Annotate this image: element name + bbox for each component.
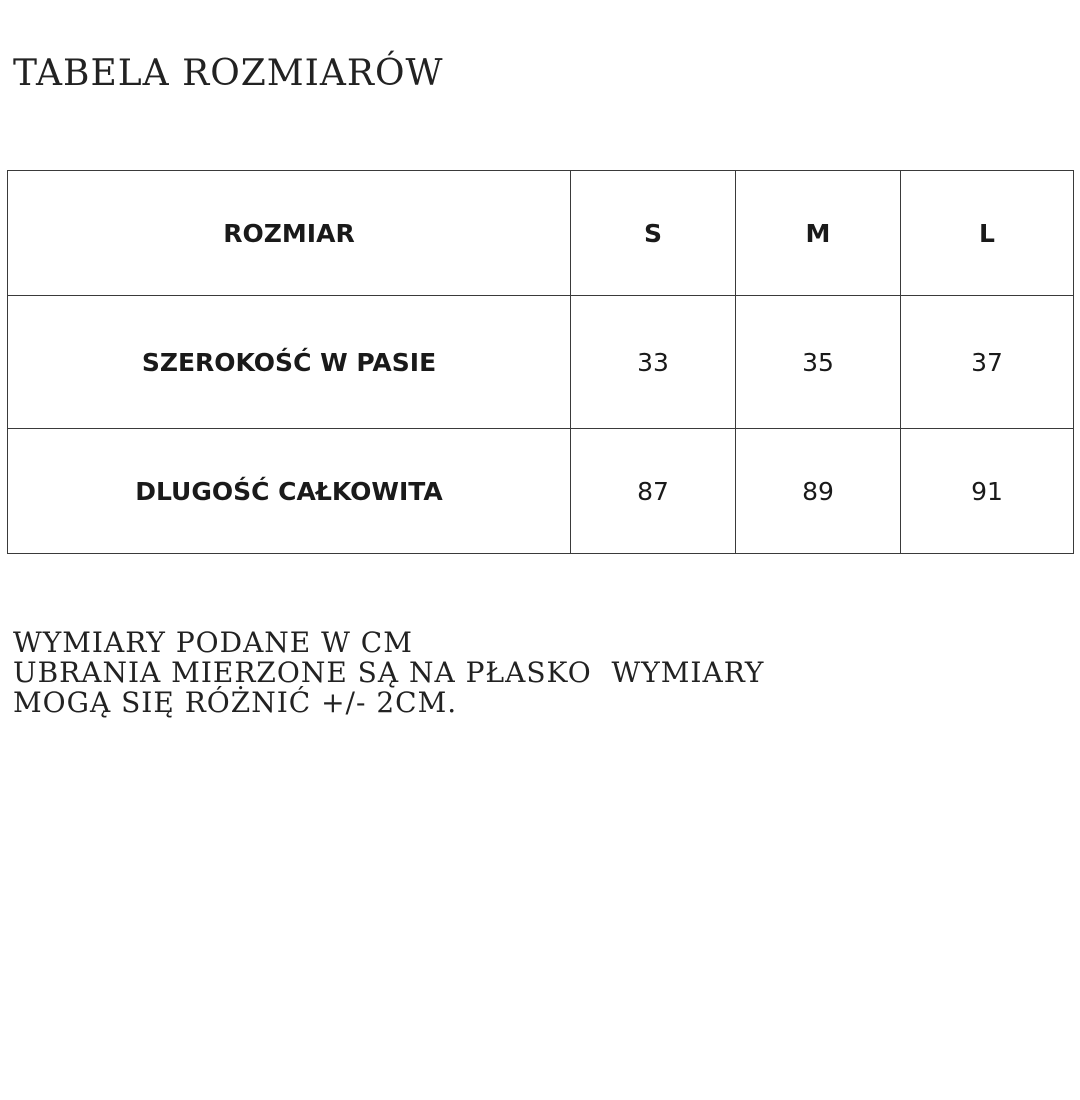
note-line: MOGĄ SIĘ RÓŻNIĆ +/- 2CM. xyxy=(13,686,458,719)
value-cell: 35 xyxy=(736,296,901,429)
size-header-m: M xyxy=(736,171,901,296)
value-cell: 87 xyxy=(571,429,736,554)
size-header-label: ROZMIAR xyxy=(8,171,571,296)
row-label-total-length: DLUGOŚĆ CAŁKOWITA xyxy=(8,429,571,554)
note-line: WYMIARY PODANE W CM xyxy=(13,626,413,659)
value-cell: 33 xyxy=(571,296,736,429)
page-title: TABELA ROZMIARÓW xyxy=(13,53,444,94)
size-header-l: L xyxy=(901,171,1074,296)
table-row xyxy=(8,429,1074,554)
value-cell: 89 xyxy=(736,429,901,554)
table-row xyxy=(8,296,1074,429)
note-line: UBRANIA MIERZONE SĄ NA PŁASKO WYMIARY xyxy=(13,656,765,689)
table-header-row xyxy=(8,171,1074,296)
size-header-s: S xyxy=(571,171,736,296)
measurement-notes xyxy=(13,628,764,718)
value-cell: 91 xyxy=(901,429,1074,554)
value-cell: 37 xyxy=(901,296,1074,429)
row-label-waist-width: SZEROKOŚĆ W PASIE xyxy=(8,296,571,429)
size-chart-table xyxy=(7,170,1074,554)
